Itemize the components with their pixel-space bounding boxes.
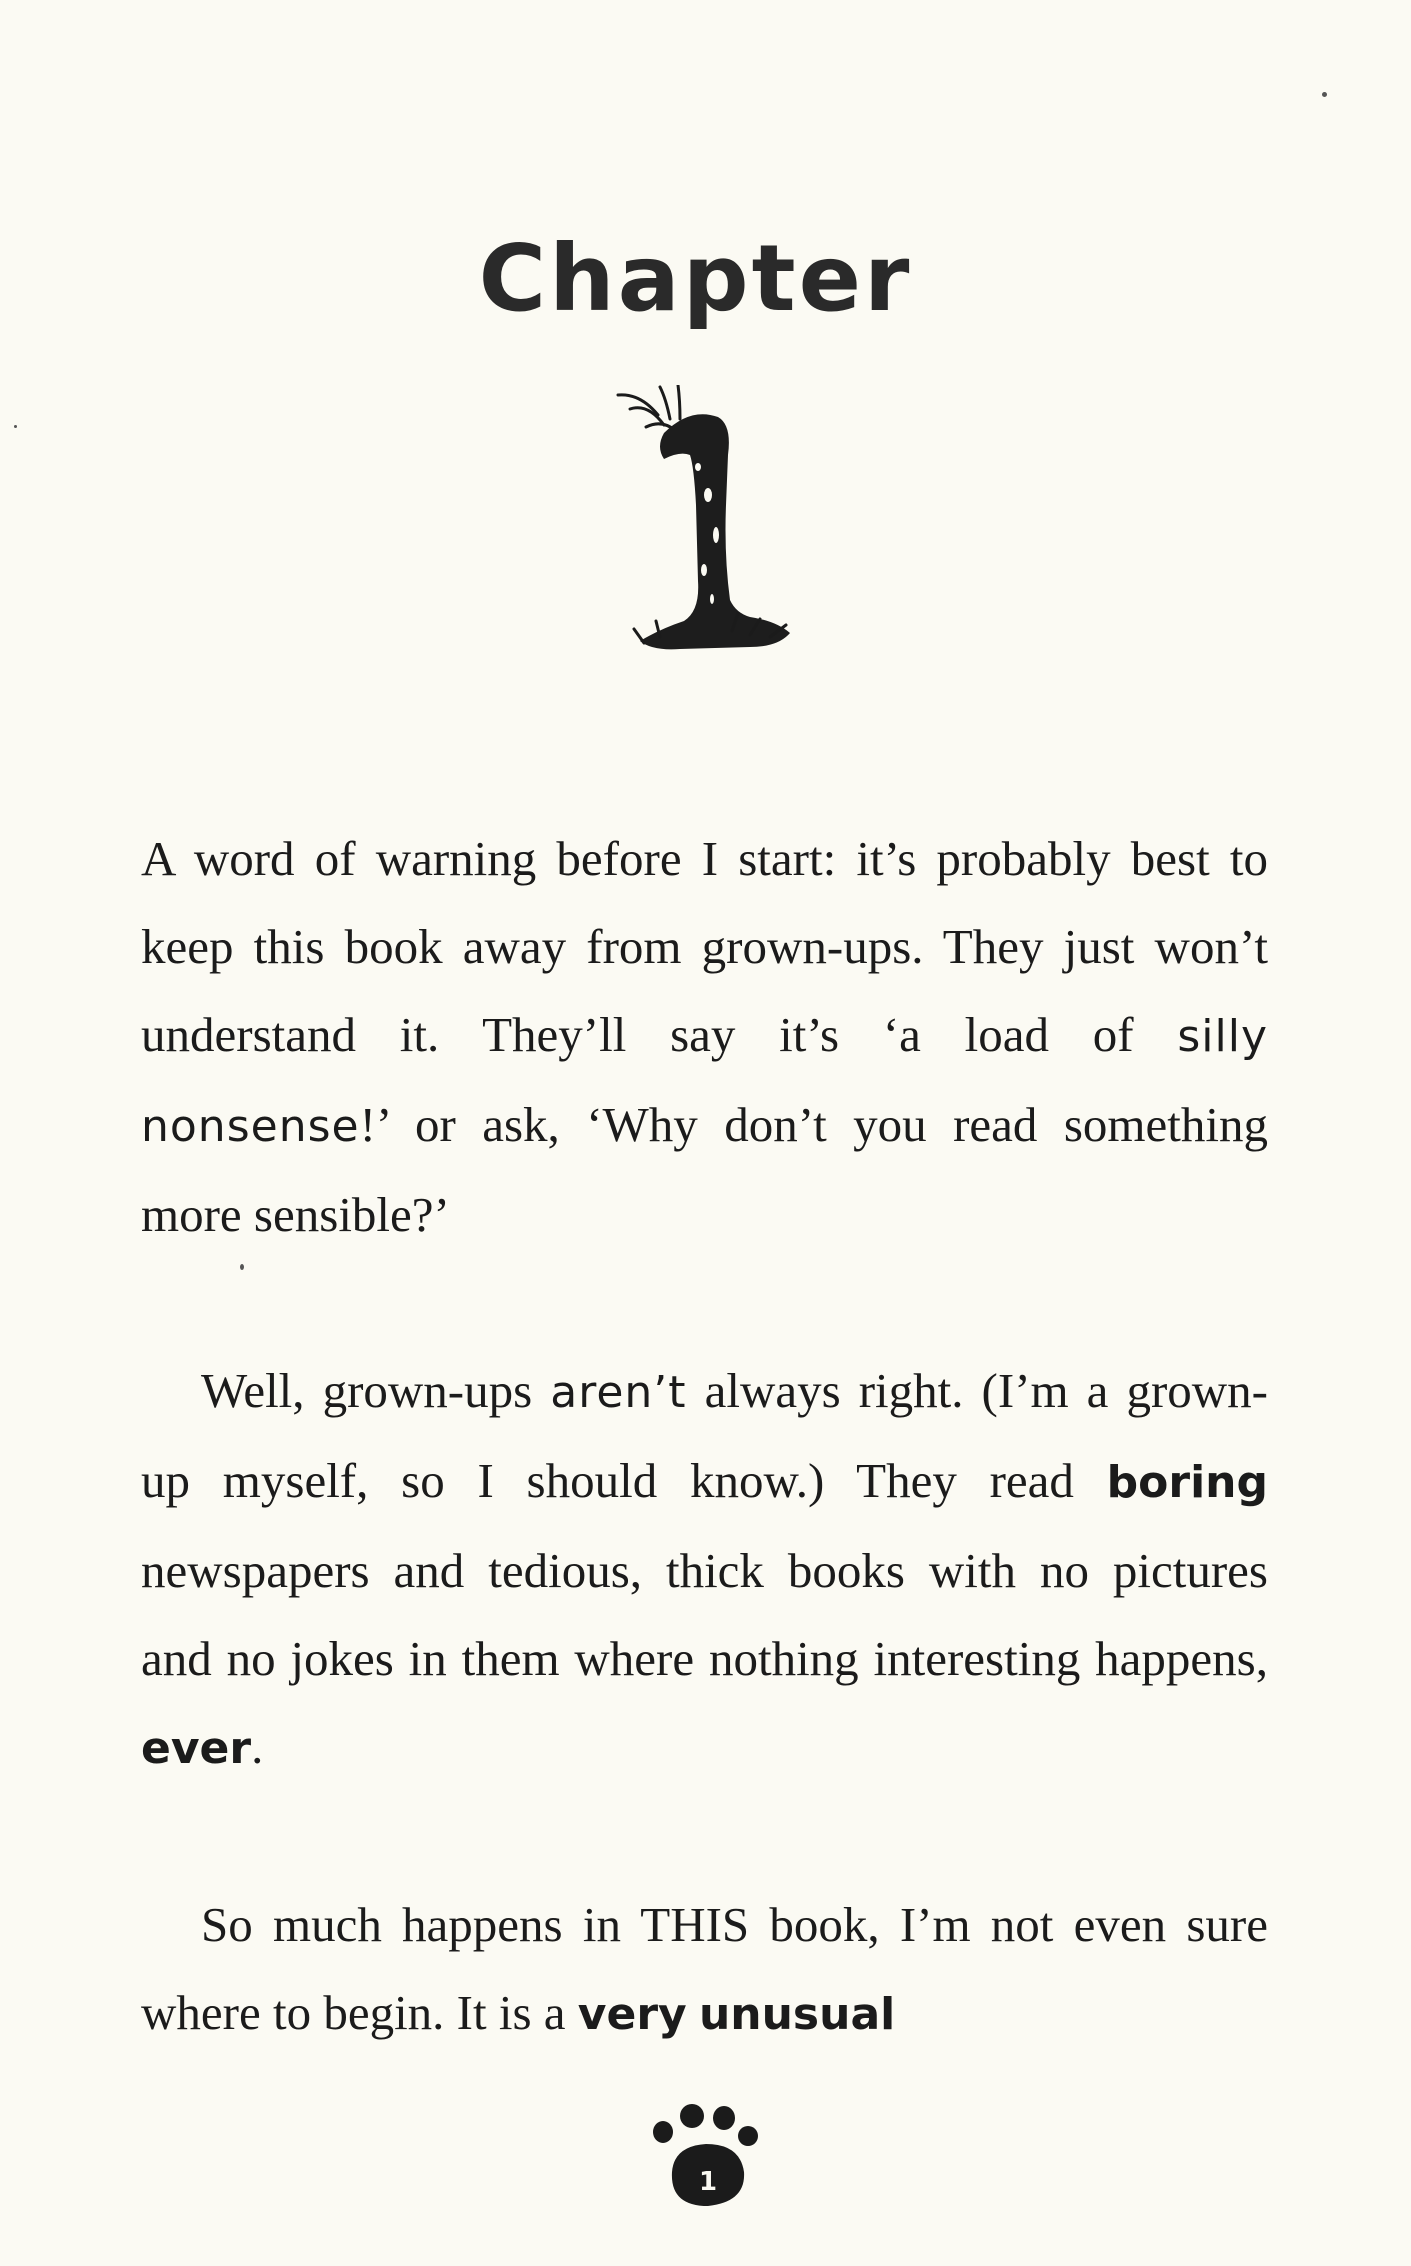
- word-silly: silly: [1177, 1011, 1268, 1062]
- paragraph-1-text-end: !’ or ask, ‘Why don’t you read something more sensible?’: [141, 1097, 1268, 1242]
- word-very: very: [577, 1989, 687, 2040]
- word-arent: aren’t: [550, 1367, 687, 1418]
- paw-print-icon: [650, 2102, 762, 2212]
- paragraph-2-text-mid: always right. (I’m a grown-up myself, so I should know.) They read: [141, 1363, 1268, 1508]
- paper-speck: [14, 425, 17, 428]
- space: [687, 1985, 699, 2040]
- paper-speck: [1322, 92, 1327, 97]
- paragraph-2-text-end: .: [251, 1719, 264, 1774]
- paragraph-2: [141, 1347, 1268, 1793]
- word-boring: boring: [1106, 1457, 1268, 1508]
- paragraph-3-text: So much happens in THIS book, I’m not even sure where to begin. It is a: [141, 1897, 1268, 2040]
- word-unusual: unusual: [698, 1989, 896, 2040]
- paragraph-2-text: Well, grown-ups: [201, 1363, 551, 1418]
- paragraph-1: [141, 815, 1268, 1259]
- chapter-body: [141, 815, 1268, 2059]
- word-ever: ever: [141, 1723, 252, 1774]
- paragraph-2-text-mid2: newspapers and tedious, thick books with no pictures and no jokes in them where nothing interesting happens,: [141, 1543, 1268, 1686]
- paper-speck: [240, 1264, 244, 1270]
- paragraph-1-text: A word of warning before I start: it’s probably best to keep this book away from grown-ups. They just won’t understand it. They’ll say it’s ‘a load of: [141, 831, 1268, 1062]
- word-nonsense: nonsense: [141, 1101, 360, 1152]
- chapter-heading: Chapter: [478, 225, 913, 332]
- page-number: 1: [698, 2167, 718, 2197]
- paragraph-3: [141, 1881, 1268, 2059]
- scribbled-numeral-one-icon: [600, 385, 800, 660]
